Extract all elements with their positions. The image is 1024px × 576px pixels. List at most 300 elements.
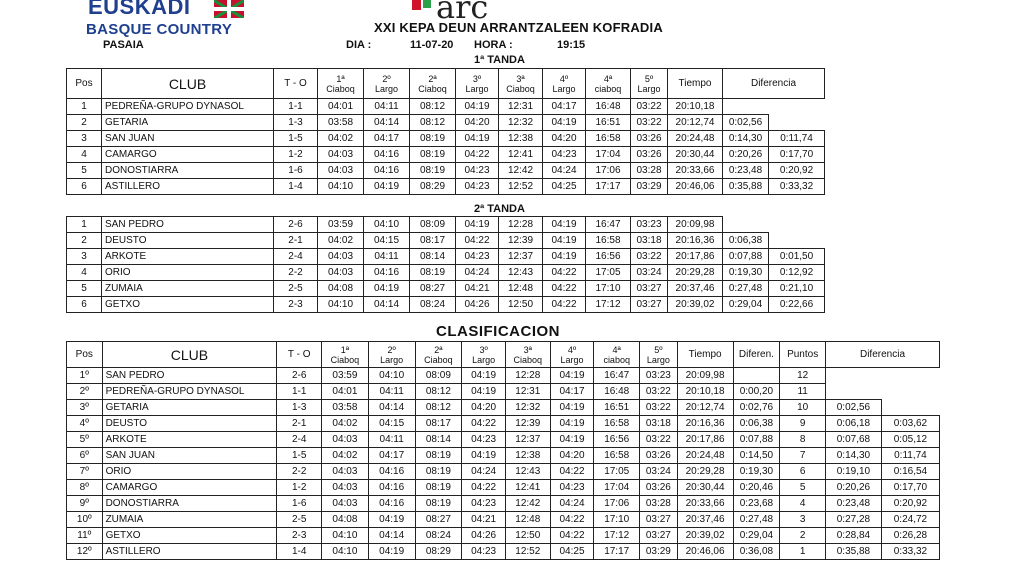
arc-logo-text: arc bbox=[436, 0, 489, 26]
table-cell: 2 bbox=[67, 233, 102, 249]
club-name-cell: CAMARGO bbox=[102, 147, 274, 163]
table-cell: 04:19 bbox=[364, 179, 410, 195]
table-cell: 08:19 bbox=[410, 265, 456, 281]
table-cell: 20:30,44 bbox=[668, 147, 723, 163]
club-name-cell: DONOSTIARRA bbox=[102, 163, 274, 179]
split-type: Largo bbox=[637, 83, 661, 94]
table-cell: 0:35,88 bbox=[723, 179, 769, 195]
table-cell: 0:27,48 bbox=[723, 281, 769, 297]
table-cell: 20:09,98 bbox=[668, 217, 723, 233]
table-cell: 08:19 bbox=[415, 448, 462, 464]
table-cell: 04:19 bbox=[368, 512, 415, 528]
club-name-cell: DEUSTO bbox=[102, 416, 277, 432]
table-cell: 04:22 bbox=[550, 512, 594, 528]
table-cell: 08:12 bbox=[415, 384, 462, 400]
table-cell: 04:19 bbox=[543, 233, 586, 249]
col-diferencia: Diferencia bbox=[723, 69, 825, 99]
table-cell: 04:25 bbox=[550, 544, 594, 560]
table-row bbox=[67, 448, 940, 464]
table-cell: 04:22 bbox=[543, 265, 586, 281]
table-cell: 04:19 bbox=[543, 217, 586, 233]
table-cell: 04:19 bbox=[456, 217, 499, 233]
table-row bbox=[67, 416, 940, 432]
table-cell: 16:47 bbox=[594, 368, 640, 384]
table-cell bbox=[733, 368, 780, 384]
table-cell: 1-5 bbox=[277, 448, 322, 464]
table-cell: 10 bbox=[780, 400, 826, 416]
table-cell: 20:37,46 bbox=[677, 512, 733, 528]
table-cell: 12:41 bbox=[499, 147, 543, 163]
split-number: 2ª bbox=[428, 73, 437, 84]
table-cell: 04:17 bbox=[550, 384, 594, 400]
table-cell: 04:14 bbox=[364, 297, 410, 313]
split-type: Ciaboq bbox=[513, 354, 543, 365]
table-cell: 08:24 bbox=[415, 528, 462, 544]
table-row bbox=[67, 179, 825, 195]
table-cell: 0:00,20 bbox=[733, 384, 780, 400]
brand-logo-line1: EUSKADI bbox=[88, 0, 191, 19]
col-diferen: Diferen. bbox=[733, 342, 780, 368]
table-cell: 0:22,66 bbox=[769, 297, 825, 313]
hora-label: HORA : bbox=[474, 39, 513, 51]
table-cell: 03:22 bbox=[640, 400, 678, 416]
table-cell: 04:22 bbox=[456, 147, 499, 163]
table-cell: 03:29 bbox=[631, 179, 668, 195]
table-cell: 04:24 bbox=[462, 464, 506, 480]
table-cell: 20:24,48 bbox=[677, 448, 733, 464]
table-cell: 04:17 bbox=[364, 131, 410, 147]
table-cell: 0:06,18 bbox=[826, 416, 882, 432]
table-cell: 04:15 bbox=[364, 233, 410, 249]
club-name-cell: DONOSTIARRA bbox=[102, 496, 277, 512]
table-cell bbox=[826, 368, 882, 384]
table-cell: 04:03 bbox=[318, 265, 364, 281]
split-number: 2º bbox=[387, 344, 396, 355]
table-cell: 0:19,30 bbox=[733, 464, 780, 480]
table-cell: 0:14,50 bbox=[733, 448, 780, 464]
table-cell: 2-5 bbox=[274, 281, 318, 297]
table-cell: 12:39 bbox=[505, 416, 550, 432]
club-name-cell: GETARIA bbox=[102, 400, 277, 416]
table-cell: 1 bbox=[67, 217, 102, 233]
table-cell: 08:19 bbox=[410, 131, 456, 147]
table-cell: 12:32 bbox=[499, 115, 543, 131]
table-cell: 04:23 bbox=[456, 163, 499, 179]
table-cell: 0:19,30 bbox=[723, 265, 769, 281]
col-split bbox=[322, 342, 369, 368]
col-split bbox=[499, 69, 543, 99]
clasificacion-table bbox=[66, 341, 940, 560]
table-cell: 0:12,92 bbox=[769, 265, 825, 281]
table-cell: 0:14,30 bbox=[826, 448, 882, 464]
table-cell: 04:16 bbox=[368, 464, 415, 480]
table-row bbox=[67, 512, 940, 528]
table-cell: 20:33,66 bbox=[668, 163, 723, 179]
table-cell: 04:17 bbox=[543, 99, 586, 115]
table-cell: 17:10 bbox=[594, 512, 640, 528]
table-cell: 16:58 bbox=[594, 448, 640, 464]
table-cell: 04:25 bbox=[543, 179, 586, 195]
table-cell: 3º bbox=[67, 400, 103, 416]
table-cell: 12:43 bbox=[505, 464, 550, 480]
table-cell: 12º bbox=[67, 544, 103, 560]
table-cell: 17:05 bbox=[594, 464, 640, 480]
table-cell: 04:23 bbox=[456, 249, 499, 265]
table-cell: 2-5 bbox=[277, 512, 322, 528]
split-type: ciaboq bbox=[603, 354, 630, 365]
table-cell: 03:23 bbox=[640, 368, 678, 384]
table-cell: 04:19 bbox=[456, 131, 499, 147]
table-cell: 0:36,08 bbox=[733, 544, 780, 560]
table-cell: 04:14 bbox=[368, 528, 415, 544]
table-cell: 04:22 bbox=[462, 416, 506, 432]
page-title: XXI KEPA DEUN ARRANTZALEEN KOFRADIA bbox=[374, 20, 663, 35]
table-cell: 1º bbox=[67, 368, 103, 384]
table-cell: 04:16 bbox=[364, 147, 410, 163]
table-cell: 03:26 bbox=[640, 480, 678, 496]
club-name-cell: ORIO bbox=[102, 265, 274, 281]
table-cell: 03:59 bbox=[322, 368, 369, 384]
table-cell: 03:26 bbox=[640, 448, 678, 464]
table-cell: 16:58 bbox=[594, 416, 640, 432]
table-cell bbox=[881, 400, 939, 416]
table-cell: 20:33,66 bbox=[677, 496, 733, 512]
table-cell: 04:20 bbox=[550, 448, 594, 464]
table-cell: 04:16 bbox=[368, 480, 415, 496]
table-cell: 20:39,02 bbox=[677, 528, 733, 544]
club-name-cell: DEUSTO bbox=[102, 233, 274, 249]
table-cell: 20:17,86 bbox=[668, 249, 723, 265]
table-cell: 04:19 bbox=[462, 368, 506, 384]
table-cell: 08:24 bbox=[410, 297, 456, 313]
table-cell: 04:19 bbox=[462, 384, 506, 400]
table-row bbox=[67, 163, 825, 179]
table-cell: 5 bbox=[67, 281, 102, 297]
split-number: 4º bbox=[567, 344, 577, 355]
tanda1-label: 1ª TANDA bbox=[474, 54, 525, 66]
table-cell: 03:22 bbox=[631, 115, 668, 131]
table-cell: 04:10 bbox=[322, 544, 369, 560]
table-cell: 0:06,38 bbox=[723, 233, 769, 249]
table-cell: 04:03 bbox=[322, 496, 369, 512]
club-name-cell: SAN PEDRO bbox=[102, 368, 277, 384]
table-cell: 12:31 bbox=[505, 384, 550, 400]
table-cell: 2 bbox=[67, 115, 102, 131]
table-cell: 04:21 bbox=[462, 512, 506, 528]
table-cell: 03:26 bbox=[631, 147, 668, 163]
table-cell: 04:23 bbox=[462, 432, 506, 448]
table-cell: 12:48 bbox=[505, 512, 550, 528]
table-cell: 04:08 bbox=[318, 281, 364, 297]
arc-logo-mark-icon bbox=[423, 0, 431, 8]
table-cell: 04:14 bbox=[364, 115, 410, 131]
table-cell: 12:50 bbox=[499, 297, 543, 313]
basque-flag-icon bbox=[214, 0, 244, 18]
col-club: CLUB bbox=[102, 342, 277, 368]
table-cell: 04:19 bbox=[364, 281, 410, 297]
table-cell: 16:56 bbox=[586, 249, 631, 265]
table-cell: 17:12 bbox=[594, 528, 640, 544]
table-cell: 5 bbox=[780, 480, 826, 496]
club-name-cell: ASTILLERO bbox=[102, 544, 277, 560]
table-cell: 08:19 bbox=[415, 480, 462, 496]
table-row bbox=[67, 544, 940, 560]
table-cell bbox=[881, 368, 939, 384]
table-row bbox=[67, 368, 940, 384]
col-split bbox=[318, 69, 364, 99]
table-cell: 2-1 bbox=[274, 233, 318, 249]
split-number: 4ª bbox=[603, 73, 613, 84]
table-cell: 17:06 bbox=[586, 163, 631, 179]
table-cell: 1 bbox=[67, 99, 102, 115]
table-cell: 08:19 bbox=[415, 464, 462, 480]
table-cell: 04:03 bbox=[322, 432, 369, 448]
table-cell: 2-2 bbox=[274, 265, 318, 281]
table-cell: 04:22 bbox=[550, 464, 594, 480]
table-cell bbox=[723, 217, 769, 233]
table-cell: 12:50 bbox=[505, 528, 550, 544]
table-cell: 04:16 bbox=[368, 496, 415, 512]
table-cell: 0:23,68 bbox=[733, 496, 780, 512]
table-cell: 03:24 bbox=[640, 464, 678, 480]
table-cell: 04:03 bbox=[322, 480, 369, 496]
table-cell: 16:47 bbox=[586, 217, 631, 233]
table-cell: 0:29,04 bbox=[723, 297, 769, 313]
table-row bbox=[67, 233, 825, 249]
table-cell: 08:27 bbox=[410, 281, 456, 297]
table-cell: 4 bbox=[67, 265, 102, 281]
table-row bbox=[67, 249, 825, 265]
table-cell: 04:16 bbox=[364, 265, 410, 281]
table-cell: 12:42 bbox=[505, 496, 550, 512]
table-cell: 16:56 bbox=[594, 432, 640, 448]
club-name-cell: ORIO bbox=[102, 464, 277, 480]
table-cell: 12:43 bbox=[499, 265, 543, 281]
table-cell: 04:03 bbox=[322, 464, 369, 480]
table-cell: 08:19 bbox=[410, 147, 456, 163]
club-name-cell: GETARIA bbox=[102, 115, 274, 131]
table-cell: 04:23 bbox=[456, 179, 499, 195]
table-cell: 1-2 bbox=[277, 480, 322, 496]
table-cell: 12:39 bbox=[499, 233, 543, 249]
table-cell: 04:21 bbox=[456, 281, 499, 297]
table-cell: 03:18 bbox=[640, 416, 678, 432]
table-cell: 0:23,48 bbox=[723, 163, 769, 179]
club-name-cell: PEDREÑA-GRUPO DYNASOL bbox=[102, 384, 277, 400]
table-cell: 04:14 bbox=[368, 400, 415, 416]
table-cell: 08:19 bbox=[410, 163, 456, 179]
table-cell: 1-1 bbox=[274, 99, 318, 115]
brand-logo-line2: BASQUE COUNTRY bbox=[86, 21, 233, 38]
table-cell: 2-2 bbox=[277, 464, 322, 480]
col-split bbox=[505, 342, 550, 368]
table-cell: 0:33,32 bbox=[881, 544, 939, 560]
table-cell: 04:19 bbox=[543, 115, 586, 131]
split-number: 5º bbox=[644, 73, 654, 84]
table-cell: 20:12,74 bbox=[677, 400, 733, 416]
tanda2-table bbox=[66, 216, 825, 313]
table-row bbox=[67, 496, 940, 512]
split-number: 1ª bbox=[340, 344, 350, 355]
table-cell: 0:05,12 bbox=[881, 432, 939, 448]
table-row bbox=[67, 384, 940, 400]
table-cell: 04:22 bbox=[462, 480, 506, 496]
table-cell: 04:19 bbox=[368, 544, 415, 560]
col-split bbox=[415, 342, 462, 368]
table-cell: 12:28 bbox=[499, 217, 543, 233]
table-cell: 04:19 bbox=[456, 99, 499, 115]
table-cell: 04:22 bbox=[456, 233, 499, 249]
club-name-cell: SAN JUAN bbox=[102, 448, 277, 464]
col-tiempo: Tiempo bbox=[677, 342, 733, 368]
table-cell: 2-4 bbox=[274, 249, 318, 265]
col-diferencia: Diferencia bbox=[826, 342, 940, 368]
table-cell: 5º bbox=[67, 432, 103, 448]
table-cell: 12:31 bbox=[499, 99, 543, 115]
col-split bbox=[550, 342, 594, 368]
table-cell: 0:02,56 bbox=[826, 400, 882, 416]
table-cell: 0:20,26 bbox=[723, 147, 769, 163]
table-row bbox=[67, 432, 940, 448]
table-cell: 03:28 bbox=[631, 163, 668, 179]
table-cell: 08:27 bbox=[415, 512, 462, 528]
split-type: Largo bbox=[465, 83, 489, 94]
table-cell: 16:51 bbox=[586, 115, 631, 131]
table-cell: 20:37,46 bbox=[668, 281, 723, 297]
table-cell bbox=[769, 99, 825, 115]
table-cell: 04:20 bbox=[543, 131, 586, 147]
table-cell: 2-3 bbox=[277, 528, 322, 544]
table-row bbox=[67, 281, 825, 297]
table-cell: 1-1 bbox=[277, 384, 322, 400]
col-split bbox=[586, 69, 631, 99]
table-cell: 03:27 bbox=[640, 528, 678, 544]
table-cell: 16:58 bbox=[586, 233, 631, 249]
table-cell: 5 bbox=[67, 163, 102, 179]
col-pos: Pos bbox=[67, 69, 102, 99]
table-cell: 0:02,76 bbox=[733, 400, 780, 416]
table-cell: 08:12 bbox=[410, 115, 456, 131]
table-cell: 04:22 bbox=[543, 281, 586, 297]
table-cell: 03:29 bbox=[640, 544, 678, 560]
table-cell: 12:37 bbox=[499, 249, 543, 265]
table-cell: 08:29 bbox=[410, 179, 456, 195]
table-row bbox=[67, 528, 940, 544]
table-cell: 03:22 bbox=[640, 384, 678, 400]
club-name-cell: GETXO bbox=[102, 297, 274, 313]
table-cell: 03:27 bbox=[640, 512, 678, 528]
col-split bbox=[368, 342, 415, 368]
table-cell: 7º bbox=[67, 464, 103, 480]
table-cell: 0:24,72 bbox=[881, 512, 939, 528]
table-cell: 1-3 bbox=[274, 115, 318, 131]
table-cell: 04:20 bbox=[462, 400, 506, 416]
table-row bbox=[67, 464, 940, 480]
split-number: 1ª bbox=[336, 73, 345, 84]
col-split bbox=[640, 342, 678, 368]
table-cell: 03:22 bbox=[640, 432, 678, 448]
table-cell: 08:17 bbox=[415, 416, 462, 432]
table-cell: 04:24 bbox=[543, 163, 586, 179]
table-cell: 04:10 bbox=[318, 297, 364, 313]
table-cell: 04:19 bbox=[550, 400, 594, 416]
table-cell: 0:27,28 bbox=[826, 512, 882, 528]
table-cell: 08:09 bbox=[410, 217, 456, 233]
table-row bbox=[67, 217, 825, 233]
table-cell: 03:18 bbox=[631, 233, 668, 249]
table-cell: 16:48 bbox=[586, 99, 631, 115]
table-cell: 04:10 bbox=[318, 179, 364, 195]
table-cell: 17:12 bbox=[586, 297, 631, 313]
table-cell: 20:39,02 bbox=[668, 297, 723, 313]
table-cell: 12:37 bbox=[505, 432, 550, 448]
table-cell: 04:10 bbox=[322, 528, 369, 544]
table-cell: 04:23 bbox=[543, 147, 586, 163]
table-cell: 2-6 bbox=[277, 368, 322, 384]
club-name-cell: SAN PEDRO bbox=[102, 217, 274, 233]
table-cell: 04:02 bbox=[322, 416, 369, 432]
table-cell: 12:38 bbox=[499, 131, 543, 147]
table-cell: 1-2 bbox=[274, 147, 318, 163]
table-cell: 0:07,88 bbox=[733, 432, 780, 448]
table-cell: 04:10 bbox=[368, 368, 415, 384]
table-cell: 6 bbox=[67, 297, 102, 313]
table-cell: 20:46,06 bbox=[668, 179, 723, 195]
table-cell: 0:20,46 bbox=[733, 480, 780, 496]
table-cell: 4 bbox=[67, 147, 102, 163]
table-cell: 12:41 bbox=[505, 480, 550, 496]
club-name-cell: ARKOTE bbox=[102, 432, 277, 448]
tanda2-label: 2ª TANDA bbox=[474, 203, 525, 215]
table-cell: 04:20 bbox=[456, 115, 499, 131]
table-cell: 0:07,68 bbox=[826, 432, 882, 448]
col-tiempo: Tiempo bbox=[668, 69, 723, 99]
table-cell: 16:58 bbox=[586, 131, 631, 147]
split-number: 4ª bbox=[612, 344, 621, 355]
table-cell: 04:01 bbox=[318, 99, 364, 115]
table-cell: 20:17,86 bbox=[677, 432, 733, 448]
table-cell: 03:58 bbox=[318, 115, 364, 131]
table-cell: 4º bbox=[67, 416, 103, 432]
table-cell: 0:06,38 bbox=[733, 416, 780, 432]
table-cell: 04:15 bbox=[368, 416, 415, 432]
table-cell: 03:27 bbox=[631, 297, 668, 313]
split-number: 3ª bbox=[523, 344, 532, 355]
table-cell: 03:22 bbox=[631, 99, 668, 115]
table-cell: 11º bbox=[67, 528, 103, 544]
table-cell: 04:26 bbox=[462, 528, 506, 544]
table-cell: 2º bbox=[67, 384, 103, 400]
split-type: Ciaboq bbox=[330, 354, 360, 365]
table-cell: 20:24,48 bbox=[668, 131, 723, 147]
table-cell: 0:03,62 bbox=[881, 416, 939, 432]
col-split bbox=[462, 342, 506, 368]
table-cell: 6 bbox=[780, 464, 826, 480]
table-cell: 20:10,18 bbox=[677, 384, 733, 400]
table-cell: 2-4 bbox=[277, 432, 322, 448]
table-cell: 04:02 bbox=[322, 448, 369, 464]
table-cell: 10º bbox=[67, 512, 103, 528]
table-cell: 3 bbox=[780, 512, 826, 528]
table-cell: 03:28 bbox=[640, 496, 678, 512]
table-cell: 20:09,98 bbox=[677, 368, 733, 384]
table-cell: 03:59 bbox=[318, 217, 364, 233]
table-cell: 20:29,28 bbox=[668, 265, 723, 281]
table-cell: 11 bbox=[780, 384, 826, 400]
table-cell: 04:11 bbox=[368, 432, 415, 448]
table-cell: 04:22 bbox=[543, 297, 586, 313]
table-cell: 0:11,74 bbox=[769, 131, 825, 147]
